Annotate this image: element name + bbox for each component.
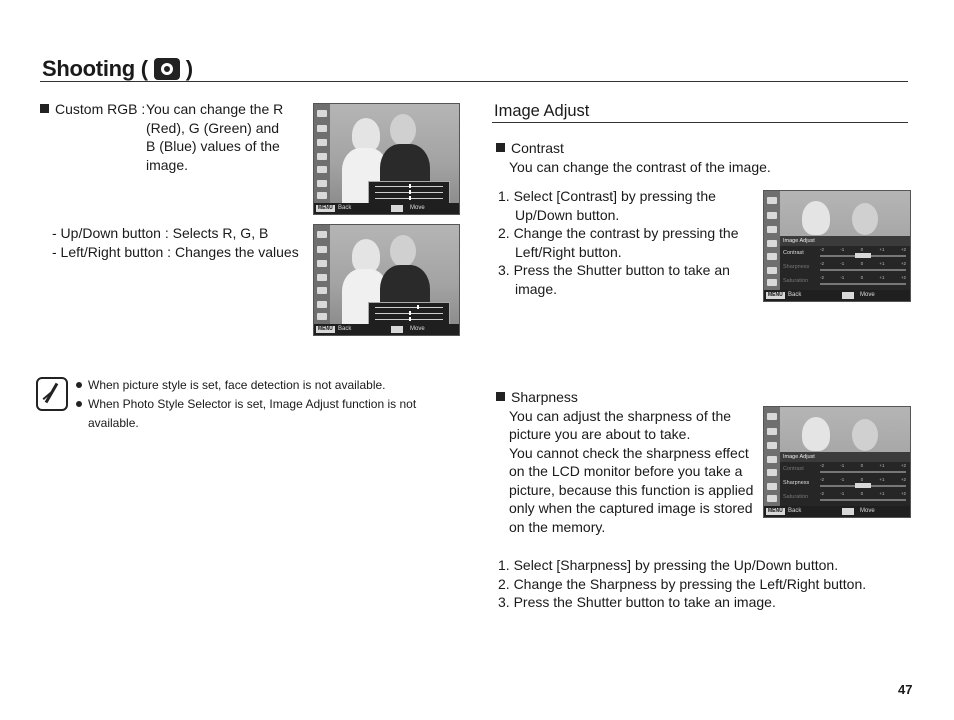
page-number: 47 [898,682,913,697]
section-rule [492,122,908,123]
lcd-bottom-bar: MENU Back Move [764,506,910,517]
move-icon [391,326,403,333]
lcd-screenshot-rgb-2 [313,224,460,336]
lcd-bottom-bar: MENU Back Move [314,324,459,335]
image-adjust-panel [780,246,910,290]
lcd-screenshot-rgb-1 [313,103,460,215]
move-icon [842,292,854,299]
menu-icon-column [764,191,780,290]
lcd-screenshot-contrast: Image Adjust Contrast -2 -1 0 +1 +2 Sharpness -2 -1 0 +1 +2 Saturation -2 -1 0 +1 +2 MENU Back Move [763,190,911,302]
square-bullet-icon [496,392,505,401]
bullet-icon [76,382,82,388]
header-rule [40,81,908,82]
contrast-steps: 1. Select [Contrast] by pressing the Up/Down button. 2. Change the contrast by pressing the Left/Right button. 3. Press the Shutter button to take an image. [498,188,739,297]
lcd-bottom-bar: MENU Back Move [314,203,459,214]
contrast-row[interactable]: Contrast -2 -1 0 +1 +2 [783,463,906,472]
image-adjust-panel [780,462,910,506]
contrast-row[interactable]: Contrast -2 -1 0 +1 +2 [783,247,906,256]
menu-icon-column [314,104,330,203]
menu-icon-column [314,225,330,324]
rgb-slider-panel [368,181,450,205]
sharpness-row[interactable]: Sharpness -2 -1 0 +1 +2 [783,261,906,270]
preview-photo [330,225,459,324]
move-icon [391,205,403,212]
saturation-row[interactable]: Saturation -2 -1 0 +1 +2 [783,491,906,500]
lcd-screenshot-sharpness: Image Adjust Contrast -2 -1 0 +1 +2 Sharpness -2 -1 0 +1 +2 Saturation -2 -1 0 +1 +2 MENU Back Move [763,406,911,518]
saturation-row[interactable]: Saturation -2 -1 0 +1 +2 [783,275,906,284]
sharpness-row[interactable]: Sharpness -2 -1 0 +1 +2 [783,477,906,486]
page-title: Shooting ( ) [42,56,193,81]
bullet-icon [76,401,82,407]
camera-icon [154,58,180,80]
note-icon [36,377,68,411]
custom-rgb-label: Custom RGB : [40,100,145,119]
preview-photo [330,104,459,203]
sharpness-steps: 1. Select [Sharpness] by pressing the Up/Down button. 2. Change the Sharpness by pressing the Left/Right button. 3. Press the Shutter button to take an image. [498,557,867,610]
custom-rgb-text: You can change the R (Red), G (Green) and B (Blue) values of the image. [146,101,284,173]
square-bullet-icon [40,104,49,113]
sharpness-block: Sharpness You can adjust the sharpness of the picture you are about to take. You cannot check the sharpness effect on the LCD monitor before you take a picture, because this function is applied only when the captured image is stored on the memory. [496,388,758,536]
square-bullet-icon [496,143,505,152]
button-descriptions: - Up/Down button : Selects R, G, B - Left/Right button : Changes the values [52,225,299,260]
contrast-block: Contrast You can change the contrast of the image. [496,139,771,176]
rgb-slider-panel [368,302,450,326]
menu-icon-column [764,407,780,506]
note-text: When picture style is set, face detection is not available. When Photo Style Selector is set, Image Adjust function is not available. [76,376,466,433]
section-heading: Image Adjust [494,102,590,120]
move-icon [842,508,854,515]
lcd-bottom-bar: MENU Back Move [764,290,910,301]
